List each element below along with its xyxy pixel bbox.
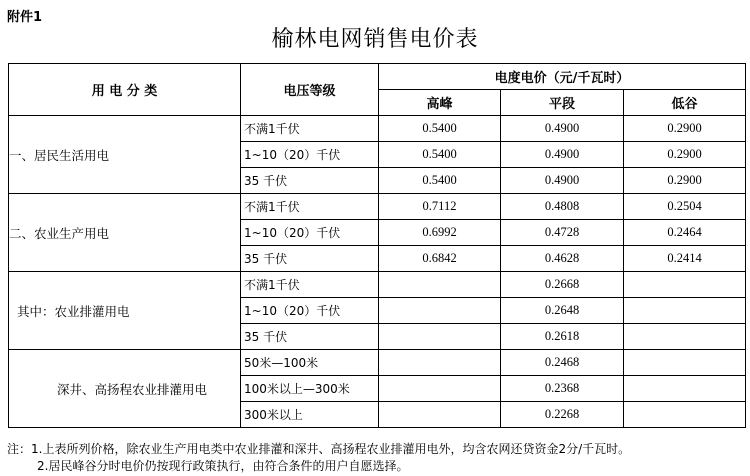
flat-price-cell: 0.4628 <box>501 246 624 272</box>
category-cell <box>9 350 241 428</box>
voltage-cell: 不满1千伏 <box>241 194 379 220</box>
valley-price-cell <box>624 272 746 298</box>
flat-price-cell: 0.4900 <box>501 168 624 194</box>
peak-price-cell <box>379 298 501 324</box>
peak-price-cell: 0.5400 <box>379 168 501 194</box>
valley-price-cell: 0.2464 <box>624 220 746 246</box>
peak-price-cell <box>379 350 501 376</box>
voltage-cell: 100米以上—300米 <box>241 376 379 402</box>
flat-price-cell: 0.2268 <box>501 402 624 428</box>
peak-price-cell <box>379 324 501 350</box>
voltage-cell: 300米以上 <box>241 402 379 428</box>
category-cell <box>9 194 241 272</box>
note-2: 2.居民峰谷分时电价仍按现行政策执行，由符合条件的用户自愿选择。 <box>37 459 409 473</box>
valley-price-cell: 0.2900 <box>624 168 746 194</box>
peak-price-cell <box>379 402 501 428</box>
flat-price-cell: 0.2618 <box>501 324 624 350</box>
peak-price-cell: 0.5400 <box>379 142 501 168</box>
flat-price-cell: 0.2368 <box>501 376 624 402</box>
header-price: 电度电价（元/千瓦时） <box>379 64 746 90</box>
category-cell <box>9 272 241 350</box>
header-valley: 低谷 <box>624 90 746 116</box>
notes <box>7 441 630 475</box>
peak-price-cell: 0.5400 <box>379 116 501 142</box>
flat-price-cell: 0.4808 <box>501 194 624 220</box>
table-row <box>9 350 746 376</box>
flat-price-cell: 0.4728 <box>501 220 624 246</box>
price-table-body <box>9 116 746 428</box>
flat-price-cell: 0.2668 <box>501 272 624 298</box>
valley-price-cell <box>624 376 746 402</box>
category-label: 其中：农业排灌用电 <box>17 303 130 319</box>
peak-price-cell <box>379 376 501 402</box>
voltage-cell: 1~10（20）千伏 <box>241 220 379 246</box>
voltage-cell: 1~10（20）千伏 <box>241 298 379 324</box>
voltage-cell: 50米—100米 <box>241 350 379 376</box>
price-table <box>8 63 746 428</box>
note-1: 注：1.上表所列价格，除农业生产用电类中农业排灌和深井、高扬程农业排灌用电外，均含农网还贷资金2分/千瓦时。 <box>7 442 631 456</box>
voltage-cell: 1~10（20）千伏 <box>241 142 379 168</box>
valley-price-cell <box>624 402 746 428</box>
flat-price-cell: 0.4900 <box>501 142 624 168</box>
flat-price-cell: 0.4900 <box>501 116 624 142</box>
valley-price-cell: 0.2414 <box>624 246 746 272</box>
valley-price-cell <box>624 298 746 324</box>
header-category: 用 电 分 类 <box>9 64 241 116</box>
flat-price-cell: 0.2648 <box>501 298 624 324</box>
header-flat: 平段 <box>501 90 624 116</box>
flat-price-cell: 0.2468 <box>501 350 624 376</box>
category-label: 深井、高扬程农业排灌用电 <box>57 381 208 397</box>
voltage-cell: 不满1千伏 <box>241 116 379 142</box>
voltage-cell: 35 千伏 <box>241 246 379 272</box>
valley-price-cell <box>624 350 746 376</box>
category-cell <box>9 116 241 194</box>
attachment-label: 附件1 <box>7 10 43 25</box>
table-row <box>9 272 746 298</box>
header-voltage: 电压等级 <box>241 64 379 116</box>
peak-price-cell: 0.6842 <box>379 246 501 272</box>
category-label: 一、居民生活用电 <box>9 147 110 163</box>
peak-price-cell: 0.7112 <box>379 194 501 220</box>
valley-price-cell: 0.2900 <box>624 142 746 168</box>
valley-price-cell: 0.2504 <box>624 194 746 220</box>
table-row <box>9 116 746 142</box>
header-peak: 高峰 <box>379 90 501 116</box>
voltage-cell: 不满1千伏 <box>241 272 379 298</box>
peak-price-cell <box>379 272 501 298</box>
table-row <box>9 194 746 220</box>
peak-price-cell: 0.6992 <box>379 220 501 246</box>
category-label: 二、农业生产用电 <box>9 225 110 241</box>
voltage-cell: 35 千伏 <box>241 324 379 350</box>
valley-price-cell: 0.2900 <box>624 116 746 142</box>
valley-price-cell <box>624 324 746 350</box>
page-title: 榆林电网销售电价表 <box>271 27 479 52</box>
voltage-cell: 35 千伏 <box>241 168 379 194</box>
